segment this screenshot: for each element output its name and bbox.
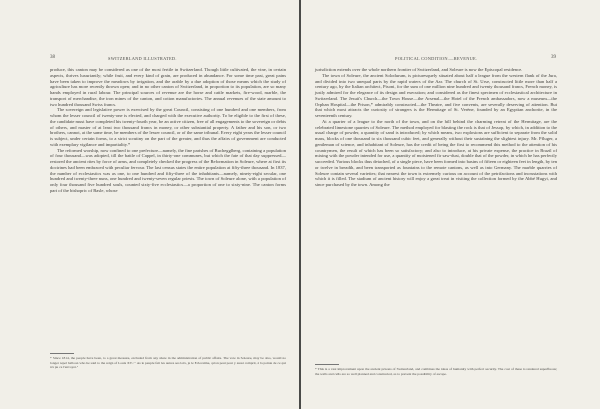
page-number: 38 <box>50 55 55 60</box>
left-page <box>0 0 299 409</box>
page-number: 39 <box>551 55 556 60</box>
footnote-rule <box>315 364 339 365</box>
paragraph: jurisdiction extends over the whole northern frontier of Switzerland, and Soleure is now the Episcopal residence. <box>315 67 523 72</box>
paragraph: The town of Soleure, the ancient Solodurum, is picturesquely situated about half a league from the western flank of the Jura, and divided into two unequal parts by the rapid waters of the Aar. The church of St. Urse, constructed little more than half a century ago, by the Italian architect, Pisoni, for the sum of one million nine hundred and twenty thousand francs, French money, is justly admired for the elegance of its design and execution; and considered as the finest specimen of ecclesiastical architecture in Switzerland. The Jesuit's Church—the Town House—the Arsenal—the Hotel of the French ambassadors, now a museum—the Orphan Hospital—the Prison,* admirably constructed—the Theatre, and five convents, are severally deserving of attention. But that which most attracts the curiosity of strangers is the Hermitage of St. Verène, founded by an Egyptian anchorite, in the seventeenth century. <box>315 72 557 118</box>
running-head: SWITZERLAND ILLUSTRATED. <box>108 56 177 61</box>
paragraph: produce, this canton may be considered as one of the most fertile in Switzerland. Though little cultivated, the vine, in certain aspects, thrives luxuriantly; while fruit, and every kind of grain, are produced in abundance. For some time past, great pains have been taken to improve the meadows by irrigation, and the arable by a due adoption of those means which the study of agriculture has more recently thrown open; and in no other canton of Switzerland, in proportion to its population, are so many hands employed in rural labour. The principal sources of revenue are the horse and cattle markets, fire-wood, marble, the transport of merchandise, the iron mines of the canton, and cotton manufactories. The annual revenues of the state amount to two hundred thousand Swiss francs. <box>50 67 286 107</box>
paragraph: At a quarter of a league to the north of the town, and on the hill behind the charming retreat of the Hermitage, are the celebrated limestone quarries of Soleure. The method employed for blasting the rock is that of Jessop, by which, in addition to the usual charge of powder, a quantity of sand is introduced; by which means, two explosions are sufficient to separate from the solid mass, blocks of one thousand to six thousand cubic feet, and generally without their sustaining the slightest injury. Mr. Pfluger, a gentleman of science, and inhabitant of Soleure, has the credit of being the first to recommend this method to the attention of his countrymen, the result of which has been so satisfactory; and also to introduce, at his private expense, the practice in Brazil of mixing with the powder intended for use, a quantity of moistened fir saw-dust, double that of the powder, in which he has perfectly succeeded. Various blocks thus detached, of a single piece, have been formed into basins of fifteen or eighteen feet in length, by ten or twelve in breadth, and been transported as fountains to the remote cantons, as well as into Germany. The marble quarries of Soleure contain several varieties; that nearest the town is extremely curious on account of the petrifactions and incrustations with which it is filled. The stadium of ancient history will enjoy a great treat in visiting the collection formed by the Abbé Hugyi, and since purchased by the town. Among the <box>315 118 557 187</box>
body-text <box>50 67 286 194</box>
footnote: * This is a vast improvement upon the ancient prisons of Switzerland, and combines the ideas of humanity with perfect security. The cost of these is rendered superfluous; the walls and cells are so well planned and constructed, as to prevent the possibility of escape. <box>315 367 557 376</box>
running-head: POLITICAL CONDITION.—REVENUE. <box>395 56 478 61</box>
right-page <box>301 0 600 409</box>
paragraph: The reformed worship, now confined to one prefecture—namely, the fine parishes of Buchegglberg, containing a population of four thousand—was adopted, till the battle of Cappel, in thirty-one communes, but which the fate of that day suppressed—restored the ancient rites by force of arms, and completely checked the progress of the Reformation in Soleure, where at first its doctrines had been embraced with peculiar fervour. The last census states the entire population at fifty-three thousand. In 1837, the number of ecclesiastics was as one, to one hundred and fifty-three of the inhabitants—namely, ninety-eight secular, one hundred and twenty-three nuns, one hundred and twenty-seven regular priests. The town of Soleure alone, with a population of only four thousand five hundred souls, counted sixty-five ecclesiastics—a proportion of one to sixty-nine. The canton forms part of the bishopric of Basle, whose <box>50 147 286 193</box>
footnote-rule <box>50 353 74 354</box>
footnote: * Since 1814, the people have been, to a great measure, excluded from any share in the administration of public affairs. The vote in Soleure, may be also, would no longer repel balloon who he said to the reign of Louis XV.: " As le peuple fait les autres ses loix, je le Eclecaime, qu'on peut pour y aussi comprit, à la pointe de ce qui n'a pu ce l'envoyer." <box>50 356 286 370</box>
paragraph: The sovereign and legislative power is exercised by the great Council, consisting of one hundred and one members, from whom the lesser council of twenty-one is elected, and charged with the executive authority. To be eligible to the first of these, the candidate must have completed his twenty-fourth year, be an active citizen, free of all engagements to the sovereign or debts of others, and master of at least two thousand francs in money, or other substantial property. A father and his son, or two brothers, cannot, at the same time, be members of the lesser council, or of the same tribunal. Every eight years the lesser council is subject, under certain forms, to a strict scrutiny on the part of the greater, and thus the affairs of government are conducted with exemplary vigilance and impartiality.* <box>50 107 286 147</box>
body-text <box>315 67 557 188</box>
